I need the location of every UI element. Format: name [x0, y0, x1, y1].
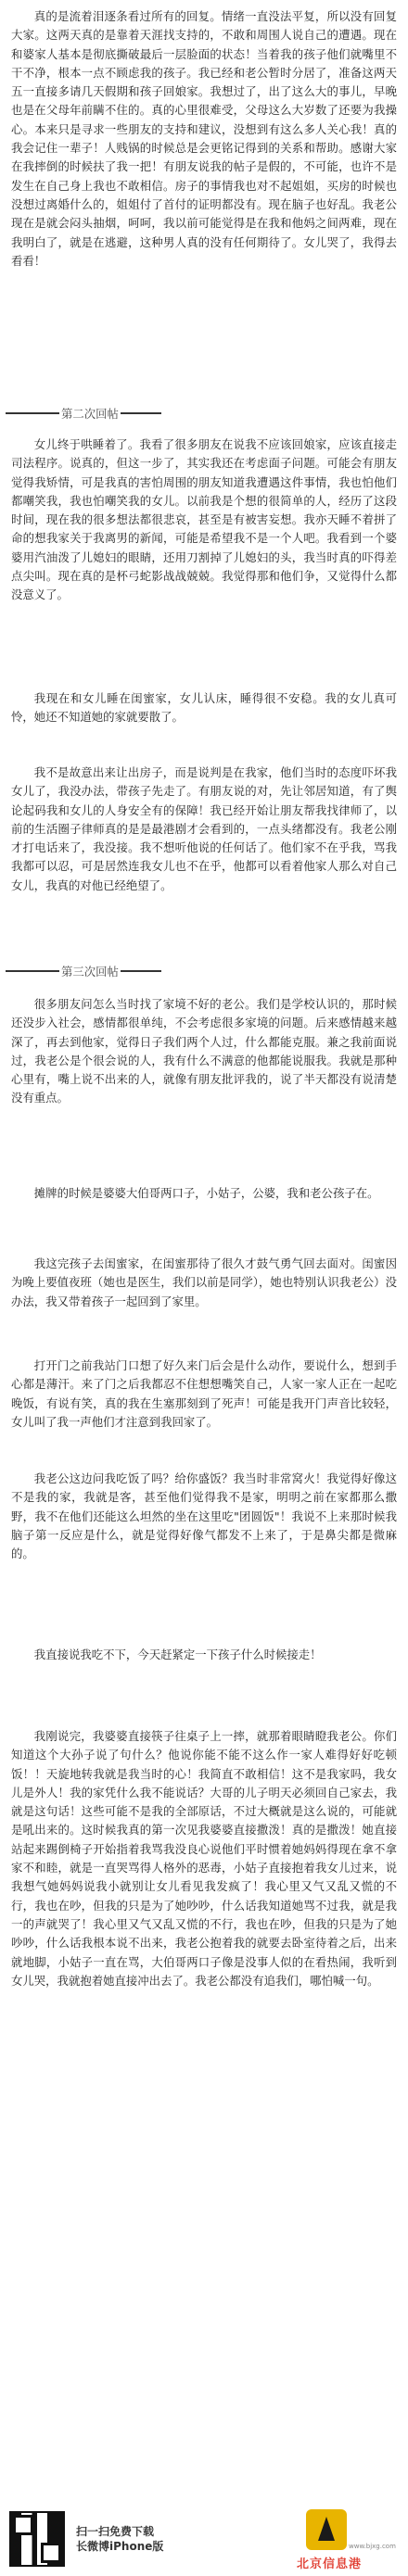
divider-second-reply: [6, 404, 402, 423]
section-5-p7: [11, 1727, 397, 2487]
divider-label: 第二次回帖: [61, 407, 119, 421]
paragraph: 打开门之前我站门口想了好久来门后会是什么动作，要说什么，想到手心都是薄汗。来了门之后我都忍不住想想嘴笑自己，人家一家人正在一起吃晚饭，有说有笑，真的我在生塞那刻到了死声！可能是我开门声音比较轻，女儿叫了我一声他们才注意到我回家了。: [11, 1358, 397, 1429]
divider-rule: [6, 970, 59, 972]
paragraph: 我刚说完，我婆婆直接筷子往桌子上一摔，就那着眼睛瞪我老公。你们知道这个大孙子说了句什么？他说你能不能不这么作一家人难得好好吃顿饭！！天旋地转我就是我当时的心！我简直不敢相信！这不是我家吗，我女儿是外人！我的家凭什么我不能说话？大哥的儿子明天必须回自己家去，我就是这句话！这些可能不是我的全部原话，不过大概就是这么说的，可能就是吼出来的。这时候我真的第一次见我婆婆直接撒泼！真的是撒泼！她直接站起来踢倒椅子开始指着我骂我没良心说他们平时惯着她妈妈得现在拿不拿家不和睦，就是一直哭骂得人格外的恶毒，小姑子直接抱着我女儿过来，说我想气她妈妈说我小就别让女儿看见我发疯了！我心里又气又乱又慌的不行，我也在吵，但我的只是为了她吵吵，什么话我知道她骂不过我，就是我一的声就哭了！我心里又气又乱又慌的不行，我也在吵，但我的只是为了她吵吵，什么话我根本说不出来，我老公抱着我的就要去卧室待着之后，出来就地脚，小姑子一直在骂，大伯哥两口子像是没事人似的在看热闹，我听到女儿哭，我就抱着她直接冲出去了。我老公都没有追我们，哪怕喊一句。: [11, 1729, 397, 1988]
footer-scan-line-2: 长微博iPhone版: [76, 2540, 164, 2553]
paragraph: 我现在和女儿睡在闺蜜家，女儿认床，睡得很不安稳。我的女儿真可怜，她还不知道她的家就要散了。: [11, 691, 397, 725]
section-5-p2: [11, 1184, 397, 1226]
paragraph: 很多朋友问怎么当时找了家境不好的老公。我们是学校认识的，那时候还没步入社会，感情都很单纯，不会考虑很多家境的问题。后来感情越来越深了，再去到他家，觉得日子我们两个人过，什么都能克服。兼之我前面说过，我老公是个很会说的人，我有什么不满意的他都能说服我。我就是那种心里有，嘴上说不出来的人，就像有朋友批评我的，说了半天都没有说清楚没有重点。: [11, 997, 397, 1105]
footer: [0, 2502, 408, 2576]
paragraph: 我直接说我吃不下，今天赶紧定一下孩子什么时候接走！: [33, 1648, 322, 1661]
divider-rule: [121, 412, 161, 414]
footer-download-text: [76, 2524, 163, 2554]
logo-mark-icon: [306, 2509, 347, 2550]
logo-url: www.bjxg.com: [349, 2543, 396, 2550]
paragraph: 女儿终于哄睡着了。我看了很多朋友在说我不应该回娘家，应该直接走司法程序。说真的，但这一步了，其实我还在考虑面子问题。可能会有朋友觉得我矫情，可是我真的害怕周围的朋友知道我遭遇这件事情，我也怕他们都嘲笑我，我也怕嘲笑我的女儿。以前我是个想的很简单的人，经历了这段时间，现在我的很多想法都很悲哀，甚至是有被害妄想。我亦天睡不着拼了命的想我家关于我离男的新闻，可能是希望我不是一个人吧。我看到一个婆婆用汽油泼了儿媳妇的眼睛，还用刀割掉了儿媳妇的头，我当时真的吓得差点尖叫。现在真的是杯弓蛇影战战兢兢。我觉得那和他们争，又觉得什么都没意义了。: [11, 437, 397, 602]
section-5-p4: [11, 1357, 397, 1454]
section-5-p1: [11, 995, 397, 1171]
section-5-p6: [11, 1646, 397, 1687]
section-5-p5: [11, 1470, 397, 1627]
paragraph: 我老公这边问我吃饭了吗？给你盛饭？我当时非常窝火！我觉得好像这不是我的家，我就是客，甚至他们觉得我不是家，明明之前在家都那么撒野，我不在他们还能这么坦然的坐在这里吃"团圆饭"！我说不上来那时候我脑子第一反应是什么，就是觉得好像气都发不上来了，于是鼻尖都是微麻的。: [11, 1471, 397, 1561]
divider-rule: [6, 412, 59, 414]
logo-text: 北京信息港: [296, 2557, 362, 2571]
section-4: [11, 764, 397, 949]
section-1: [11, 7, 397, 397]
section-2: [11, 436, 397, 658]
footer-scan-line-1: 扫一扫免费下载: [76, 2525, 155, 2538]
divider-label: 第三次回帖: [61, 965, 119, 979]
section-3: [11, 689, 397, 731]
section-5-p3: [11, 1255, 397, 1333]
qr-code-icon[interactable]: [9, 2511, 65, 2567]
divider-third-reply: [6, 962, 402, 980]
paragraph: 我这完孩子去闺蜜家，在闺蜜那待了很久才鼓气勇气回去面对。闺蜜因为晚上要值夜班（她也是医生，我们以前是同学），她也特别认识我老公）没办法，我又带着孩子一起回到了家里。: [11, 1256, 397, 1308]
divider-rule: [121, 970, 161, 972]
paragraph: 摊牌的时候是婆婆大伯哥两口子，小姑子，公婆，我和老公孩子在。: [33, 1186, 379, 1200]
paragraph: 真的是流着泪逐条看过所有的回复。情绪一直没法平复，所以没有回复大家。这两天真的是靠着天涯找支持的，不敢和周围人说自己的遭遇。现在和婆家人基本是彻底撕破最后一层脸面的状态！当着我的孩子他们就嘴里不干不净，根本一点不顾虑我的孩子。我已经和老公暂时分居了，准备这两天五一直接多请几天假期和孩子回娘家。我想过了，出了这么大的事儿，早晚也是在父母年前瞒不住的。真的心里很难受，父母这么大岁数了还要为我操心。本来只是寻求一些朋友的支持和建议，没想到有这么多人关心我！真的我会记住一辈子！人贱锅的时候总是会更铭记得到的关系和帮助。感谢大家在我摔倒的时候扶了我一把！有朋友说我的帖子是假的，不可能，也许不是发生在自己身上我也不敢相信。房子的事情我也对不起姐姐，买房的时候也没想过离婚什么的，姐姐付了首付的证明都没有。现在脑子也好乱。我老公现在是就会闷头抽烟，呵呵，我以前可能觉得是在我和他妈之间两难，现在我明白了，就是在逃避，这种男人真的没有任何期待了。女儿哭了，我得去看看！: [11, 9, 397, 268]
bjxg-logo[interactable]: [260, 2509, 399, 2569]
paragraph: 我不是故意出来让出房子，而是说判是在我家，他们当时的态度吓坏我女儿了，我没办法，带孩子先走了。有朋友说的对，先让邻居知道，有了舆论起码我和女儿的人身安全有的保障！我已经开始让朋友帮我找律师了，以前的生活圈子律师真的是是最港剧才会看到的，一点头绪都没有。我老公刚才打电话来了，我没接。我不想听他说的任何话了。他们家不在乎我，骂我我都可以忍，可是居然连我女儿也不在乎，他都可以看着他家人那么对自己女儿，我真的对他已经绝望了。: [11, 765, 397, 892]
